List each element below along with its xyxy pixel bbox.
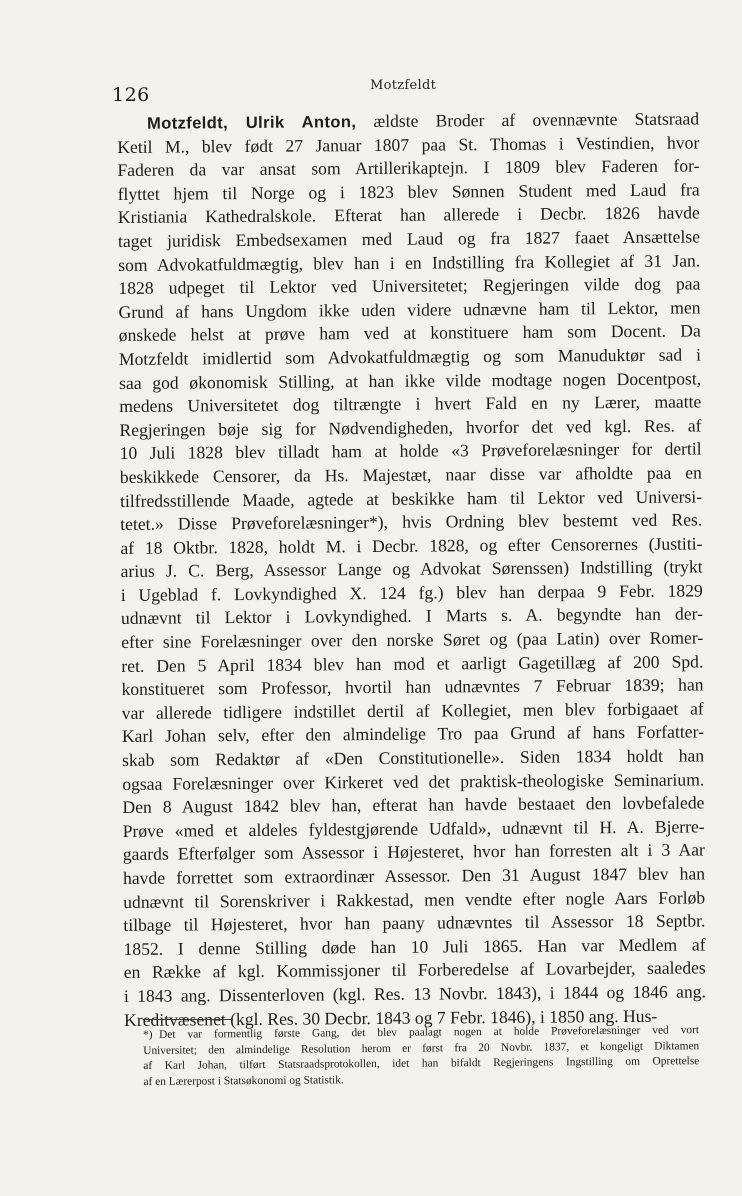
text-line: Karl Johan selv, efter den almindelige Tro paa Grund af hans Forfatter- [121,721,704,747]
footnote-line: af Karl Johan, tilført Statsraadsprotokollen, idet han bifaldt Regjeringens Ingstilling om Oprettelse [143,1055,700,1072]
text-line: tilfredsstillende Maade, agtede at beskikke ham til Lektor ved Universi- [119,485,703,511]
page-header [0,78,742,104]
text-line: konstitueret som Professor, hvortil han udnævntes 7 Februar 1839; han [121,674,704,700]
text-line: flyttet hjem til Norge og i 1823 blev Sønnen Student med Laud fra [117,179,700,204]
text-line: skab som Redaktør af «Den Constitutionelle». Siden 1834 holdt han [122,745,705,771]
text-line: en Række af kgl. Kommissjoner til Forberedelse af Lovarbejder, saaledes [123,957,706,983]
text-line: 1852. I denne Stilling døde han 10 Juli 1865. Han var Medlem af [123,934,706,959]
text-line: Grund af hans Ungdom ikke uden videre udnævne ham til Lektor, men [118,297,701,322]
text-line: Kristiania Kathedralskole. Efterat han allerede i Decbr. 1826 havde [117,202,700,228]
text-line: i 1843 ang. Dissenterloven (kgl. Res. 13 Novbr. 1843), i 1844 og 1846 ang. [123,981,707,1006]
footnote-line: af en Lærerpost i Statsøkonomi og Statistik. [143,1073,344,1088]
text-line: efter sine Forelæsninger over den norske Søret og (paa Latin) over Romer- [121,627,704,653]
text-line: taget juridisk Embedsexamen med Laud og fra 1827 faaet Ansættelse [117,226,701,251]
text-line: beskikkede Censorer, da Hs. Majestæt, naar disse var afholdte paa en [119,462,702,487]
page-number: 126 [112,84,150,106]
text-line: Kreditvæsenet (kgl. Res. 30 Decbr. 1843 og 7 Febr. 1846), i 1850 ang. Hus- [124,1005,658,1030]
footnote-line: Universitet; den almindelige Resolution herom er først fra 20 Novbr. 1837, et kongeligt Diktamen [143,1039,700,1057]
text-line: i Ugeblad f. Lovkyndighed X. 124 fg.) blev han derpaa 9 Febr. 1829 [120,580,703,605]
text-line: saa god økonomisk Stilling, at han ikke vilde modtage nogen Docentpost, [119,367,702,393]
text-line: medens Universitetet dog tiltrængte i hvert Fald en ny Lærer, maatte [119,391,702,417]
footnote-text: Det var formentlig første Gang, det blev paalagt nogen at holde Prøveforelæsninger ved vort [159,1024,700,1041]
running-head: Motzfeldt [370,78,437,93]
text-line: ønskede helst at prøve ham ved at konstituere ham som Docent. Da [118,320,701,346]
entry-name: Motzfeldt, Ulrik Anton, [147,113,357,133]
text-line: som Advokatfuldmægtig, blev han i en Indstilling fra Kollegiet af 31 Jan. [118,249,701,275]
text-line: 1828 udpeget til Lektor ved Universitetet; Regjeringen vilde dog paa [118,273,701,299]
text-line: Motzfeldt imidlertid som Advokatfuldmægtig og som Manuduktør sad i [118,344,701,369]
text-line: Den 8 August 1842 blev han, efterat han havde bestaaet den lovbefalede [122,792,705,818]
text-line: af 18 Oktbr. 1828, holdt M. i Decbr. 1828, og efter Censorernes (Justiti- [120,533,703,558]
text-line: arius J. C. Berg, Assessor Lange og Advokat Sørenssen) Indstilling (trykt [120,556,703,582]
text-line: gaards Efterfølger som Assessor i Højesteret, hvor han forresten alt i 3 Aar [122,839,705,865]
text-line: Prøve «med et aldeles fyldestgjørende Udfald», udnævnt til H. A. Bjerre- [122,816,705,841]
footnote [143,1023,700,1090]
text-line: 10 Juli 1828 blev tilladt ham at holde «3 Prøveforelæsninger for dertil [119,438,702,464]
text-line: tilbage til Højesteret, hvor han paany udnævntes til Assessor 18 Septbr. [123,910,706,936]
line-text: ældste Broder af ovennævnte Statsraad [356,108,700,132]
text-line: tetet.» Disse Prøveforelæsninger*), hvis Ordning blev bestemt ved Res. [120,509,703,535]
text-line: Regjeringen bøje sig for Nødvendigheden, hvorfor det ved kgl. Res. af [119,415,702,440]
entry-body [117,107,706,1032]
footnote-rule [143,1019,233,1020]
text-line: var allerede tidligere indstillet dertil af Kollegiet, men blev forbigaaet af [121,698,704,723]
text-line: Ketil M., blev født 27 Januar 1807 paa St. Thomas i Vestindien, hvor [117,132,700,157]
footnote-marker: *) [143,1028,153,1041]
text-line: udnævnt til Sorenskriver i Rakkestad, men vendte efter nogle Aars Forløb [123,886,706,912]
text-line: udnævnt til Lektor i Lovkyndighed. I Marts s. A. begyndte han der- [120,603,704,629]
text-line: ogsaa Forelæsninger over Kirkeret ved det praktisk-theologiske Seminarium. [122,769,705,794]
text-line: havde forrettet som extraordinær Assessor. Den 31 August 1847 blev han [122,863,706,888]
text-line: ret. Den 5 April 1834 blev han mod et aarligt Gagetillæg af 200 Spd. [121,651,704,676]
text-line: Faderen da var ansat som Artillerikaptejn. I 1809 blev Faderen for- [117,155,700,181]
